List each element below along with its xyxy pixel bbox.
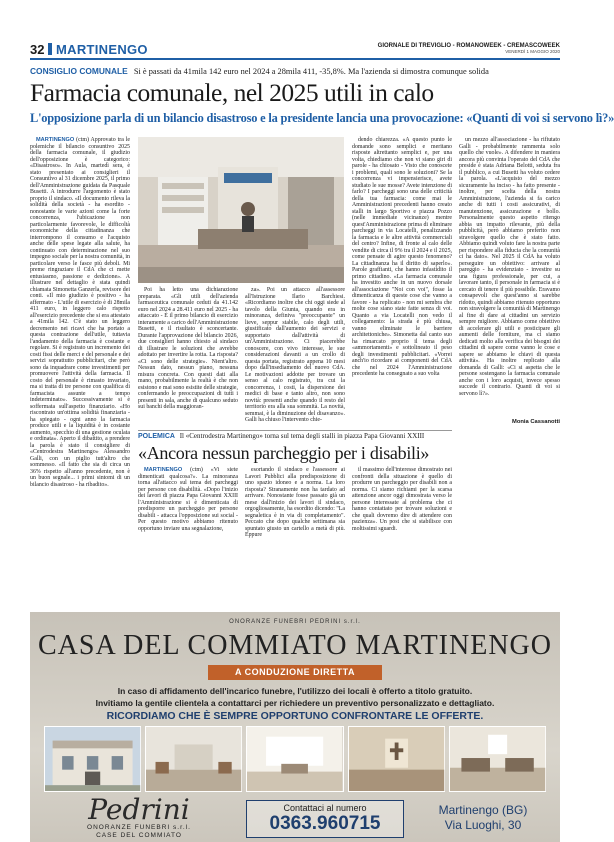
- story1-column-3: [245, 287, 345, 429]
- story2-kicker: POLEMICA: [138, 433, 175, 440]
- logo-brand: Pedrini: [88, 793, 190, 826]
- page-header: [30, 42, 560, 56]
- ad-address: [418, 803, 548, 833]
- section-marker: [48, 43, 52, 55]
- ad-phone-label: Contattaci al numero: [283, 803, 367, 813]
- story2-dateline: MARTINENGO: [144, 467, 183, 473]
- ad-phone-box: [246, 800, 404, 838]
- ad-phone-number: 0363.960715: [269, 813, 381, 834]
- story1-column-2: [138, 287, 238, 429]
- ad-title: CASA DEL COMMIATO MARTINENGO: [37, 630, 552, 661]
- story2-column-3: [352, 467, 452, 607]
- story1-kicker-text: Si è passati da 41mila 142 euro nel 2024 a 28mila 411, -35,8%. Ma l'azienda si dimostra comunque solida: [133, 67, 489, 76]
- ad-company: ONORANZE FUNEBRI PEDRINI s.r.l.: [229, 619, 361, 625]
- story2-column-2: [245, 467, 345, 607]
- ad-photo-strip: [44, 726, 546, 792]
- ad-address-city: Martinengo (BG): [438, 803, 528, 817]
- story1-kicker-row: [30, 67, 560, 76]
- ad-line-2: Invitiamo la gentile clientela a contattarci per richiedere un preventivo personalizzato e dettagliato.: [95, 698, 495, 708]
- story1-col1-text: (ctm) Approvato tra le polemiche il bilancio consuntivo 2025 della farmacia comunale, il giudizio dell'opposizione è categorico: «Disastroso». In Aula, martedì sera, è stato presentato ai consiglieri il Consuntivo al 31 dicembre 2025, il primo dell'Amministrazione guidata da Pasquale Busetti. A introdurre l'argomento è stato proprio il sindaco. «Il documento rileva la solidità della società - ha esordito - nonostante le varie azioni come la forte concorrenza, l'ubicazione non particolarmente favorevole, le difficoltà economiche della cittadinanza che interrompono il consumo e l'acquisto anche delle spese legate alla salute, ha continuato con determinazione nel suo impegno sociale per la nostra comunità, in particolare verso le fasce più deboli. Mi preme ringraziare il CdA che ci mette entusiasmo, passione e dedizione». A illustrare nel dettaglio è stata quindi chiamata Simonetta Ganzerla, revisore dei conti. «Il mio giudizio è positivo - ha affermato - L'utile di esercizio è di 28mila 411 euro, in leggero calo rispetto all'esercizio precedente che si era attestato a 41mila 142. C'è stato un leggero decremento nei ricavi che ha portato a questa contrazione dell'utile, tuttavia l'andamento della farmacia è costante e regolare. Si è registrato un incremento dei costi fissi delle merci e del personale e dei servizi soprattutto pubblicitari, che però sono da inquadrare come investimenti per promuovere l'attività della farmacia. Il costo del personale è rimasto invariato, ma si tratta di tre persone con qualifica di farmacista assunte a tempo indeterminato». Successivamente si è soffermata sull'aspetto finanziario. «Ho riscontrato un'ottima solidità finanziaria - ha spiegato - ogni anno la farmacia produce utili e la liquidità è in costante aumento, specchio di una gestione oculata e ordinata». Aperto il dibattito, a prendere la parola è stato il consigliere di «Centrodestra Martinengo» Alessandro Galli, con un piglio tutt'altro che sommesso. «Il fatto che sia di circa un 36% rispetto all'anno precedente, non è un buon segnale... i primi sintomi di un bilancio disastroso - ha ribadito».: [30, 137, 130, 488]
- masthead: [378, 43, 560, 55]
- story1-kicker: CONSIGLIO COMUNALE: [30, 66, 128, 76]
- pharmacy-photo-illustration: [138, 137, 344, 283]
- page-number: 32: [30, 41, 45, 57]
- story1-col4-text: dendo chiarezza. «A questo punto le domande sono semplici e meritano risposte altrettanto semplici e, per una volta, chiediamo che non vi siano giri di parole - ha chiosato - Visto che conoscete i problemi, quali sono le soluzioni? Se la concorrenza vi impensierisce, avete studiato le sue mosse? Avete intenzione di farlo? I parcheggi sono una delle criticità della tua farmacia: come mai le Amministrazioni precedenti hanno creato stalli in largo Sportivo e piazza Pozzo (nelle immediate vicinanze) mentre quest'Amministrazione prima di eliminare parcheggi in via Locatelli, penalizzando la farmacia e le altre attività commerciali del centro? Infine, di fronte al calo delle vendite di circa il 9% tra il 2024 e il 2025, come pensate di agire questo fenomeno? La cittadinanza ha il diritto di saperlo». Parole graffianti, che hanno infastidito il primo cittadino. «La farmacia comunale ha investito anche in un nuovo dorsale all'associazione "Noi con voi", fosse la dimenticanza di queste cose che vanno a favore - ha replicato - non mi sembra che molte cose siano state fatte senza di voi. Quanto a via Locatelli non vedo il collegamento: la strada è più chiusa, vanno eliminate le barriere architettoniche». Simonetta dal canto suo ha rimarcato proprio il tema degli «ammortamenti» e sottolineato il peso degli investimenti pubblicitari. «Vorrei anch'io ricordare ai componenti del CdA che nel 2024 l'Amministrazione precedente ha consegnato a suo volta: [352, 137, 452, 377]
- ad-photo-chapel: [348, 726, 445, 792]
- pharmacy-photo: [138, 137, 344, 283]
- story2-col2-text: esortando il sindaco e l'assessore ai Lavori Pubblici alla predisposizione di uno spazio idoneo e a norma. La loro risposta? Stranamente non ha tardato ad arrivare. Nonostante fosse passato già un mese dall'inizio dei lavori il sindaco, orgogliosamente, ha esordito dicendo: "La segnaletica è in via di completamento". Peccato che dopo qualche settimana sia spuntato giusto un cartello a metà di più. Eppure: [245, 467, 345, 538]
- ad-photo-room-bright: [246, 726, 343, 792]
- story2-column-1: [138, 467, 238, 607]
- story2-col3-text: il massimo dell'interesse dimostrato nei confronti della situazione è quello di produrre un parcheggio per disabili non a norma. Ci siamo richiami per la scarsa attenzione ancor oggi dimostrata verso le persone interessate al problema che ci hanno contattato per trovare soluzioni e che quali dovremo dire di attendere con pazienza». Un post che si stabilisce con moltissimi sguardi.: [352, 467, 452, 532]
- story2-headline: «Ancora nessun parcheggio per i disabili»: [138, 443, 430, 463]
- story2-rule: [138, 430, 452, 431]
- ad-photo-building: [44, 726, 141, 792]
- story1-column-4: [352, 137, 452, 429]
- story1-headline: Farmacia comunale, nel 2025 utili in calo: [30, 78, 434, 107]
- story2-col1-text: (ctm) «Vi siete dimenticati qualcosa?». La minoranza torna all'attacco sul tema dei parcheggi per persone con disabilità. «Dopo l'inizio dei lavori di piazza Papa Giovanni XXIII l'Amministrazione si è dimenticata di predisporre un parcheggio per persone disabili - attacca l'opposizione sui social - Per questo motivo abbiamo ritenuto opportuno inviare una segnalazione,: [138, 467, 238, 532]
- section-title: MARTINENGO: [56, 41, 148, 57]
- ad-photo-lounge: [449, 726, 546, 792]
- story2-kicker-row: [138, 433, 452, 441]
- story1-deck: L'opposizione parla di un bilancio disastroso e la presidente lancia una provocazione: «Quanti di voi si servono lì?»: [30, 111, 614, 125]
- story1-dateline: MARTINENGO: [36, 137, 75, 143]
- story1-col5-text: un mezzo all'associazione - ha rifiutato Galli - probabilmente rammenta solo quello che vuole». A difendere in maniera ancora più convinta l'operato del CdA che preside è stata Adriana Belotti, seduta fra il pubblico, a cui Busetti ha voluto cedere la parola. «L'acquisto del mezzo sicuramente ha inciso - ha fatto presente - inoltre, per scelta della nostra Amministrazione, l'azienda si fa carico anche di tutti i costi assicurativi, di manutenzione, assicurazione e bollo. Personalmente questo aspetto ritengo abbia un impatto rilevante, più della pubblicità, però abbiamo preferito non stravolgere quello che è stato fatto. Abbiamo quindi voluto fare la nostra parte per rispondere alla fiducia che la comunità ci ha dato». Nel 2025 il CdA ha voluto perseguire un obiettivo: arrivare al pareggio - ha evidenziato - investire su una figura professionale, per cui, a lavorare tanto, il personale in farmacia si è cercato di tenere il più possibile. Eravamo consapevoli che quest'anno si sarebbe ridotto, quindi abbiamo ritenuto opportuno non stravolgere la comunità di Martinengo al fine di dare ai cittadini un servizio sempre migliore. Abbiamo come obiettivo di accelerare gli utili e posticipare gli aumenti delle forniture, ma ci siamo dedicati molto alla verifica dei bisogni dei cittadini di sapere come vanno le cose e sapere se abbiamo le chiavi di questa attività». Ha inoltre replicato alla domanda di Galli: «Ci si aspetta che le persone sostengano la farmacia comunale anche con i loro acquisti, invece spesso succede il contrario. Quanti di voi si servono lì?».: [459, 137, 560, 397]
- ad-photo-hall: [145, 726, 242, 792]
- story1-col3-text: za». Poi un attacco all'assessore all'Istruzione Ilario Barchiesi. «Ricordiamo inoltre che chi oggi siede al tavolo della Giunta, quando era in minoranza, definiva "preoccupante" un lieve, seppur stabile, calo degli utili, giustificato dall'aumento dei servizi e supportato dall'attività di un'Amministrazione. Ci piacerebbe conoscere, con vivo interesse, le sue considerazioni davanti a un crollo di questa portata, registrato appena 10 mesi dopo dall'insediamento del nuovo CdA. Le motivazioni addotte per trovare un senso al calo registrato, tra cui la concorrenza, i costi, la dispersione dei medici di base e tanto altro, non sono novità: presenti anche quando il resto del territorio era alla sua sommità. La novità, semmai, è la diminuzione del disavanzo». Galli ha chiuso l'intervento chie-: [245, 287, 345, 423]
- masthead-name: GIORNALE DI TREVIGLIO - ROMANOWEEK - CREMASCOWEEK: [377, 43, 560, 50]
- logo-subtitle-2: CASE DEL COMMIATO: [96, 832, 182, 839]
- ad-ribbon: A CONDUZIONE DIRETTA: [208, 665, 382, 680]
- story1-col2-text: Poi ha letto una dichiarazione preparata. «Gli utili dell'azienda farmaceutica comunale ceduti da 41.142 euro nel 2024 a 28.411 euro nel 2025 - ha attaccato - È il primo bilancio di esercizio interamente a carico dell'Amministrazione Busetti, e il risultato è sconcertante. Durante l'approvazione del bilancio 2026, due consiglieri hanno chiesto al sindaco di illustrare le soluzioni che avrebbe adottato per invertire la rotta. La risposta? «Ci sono delle strategie». Nient'altro. Nessun dato, nessun piano, nessuna misura concreta. Con questi dati alla mano, probabilmente la realtà è che non esistono e mai sono esistite delle strategie, confermando le preoccupazioni di tutti i presenti in sala, anche di qualcuno seduto sui banchi della maggioran-: [138, 287, 239, 410]
- funeral-home-advertisement: [30, 612, 560, 842]
- ad-address-street: Via Luoghi, 30: [444, 818, 522, 832]
- pedrini-logo: [44, 793, 234, 840]
- ad-line-1: In caso di affidamento dell'incarico funebre, l'utilizzo dei locali è offerto a titolo gratuito.: [117, 686, 473, 696]
- story1-column-5: [459, 137, 560, 429]
- header-rule: [30, 58, 560, 60]
- story1-column-1: [30, 137, 130, 488]
- ad-line-3: RICORDIAMO CHE È SEMPRE OPPORTUNO CONFRONTARE LE OFFERTE.: [106, 710, 484, 722]
- story1-byline: Monia Cassanotti: [512, 419, 560, 425]
- logo-subtitle-1: ONORANZE FUNEBRI s.r.l.: [87, 824, 191, 831]
- masthead-date: VENERDÌ 1 MAGGIO 2020: [505, 49, 560, 55]
- story2-kicker-text: Il «Centrodestra Martinengo» torna sul tema degli stalli in piazza Papa Giovanni XXIII: [179, 432, 425, 440]
